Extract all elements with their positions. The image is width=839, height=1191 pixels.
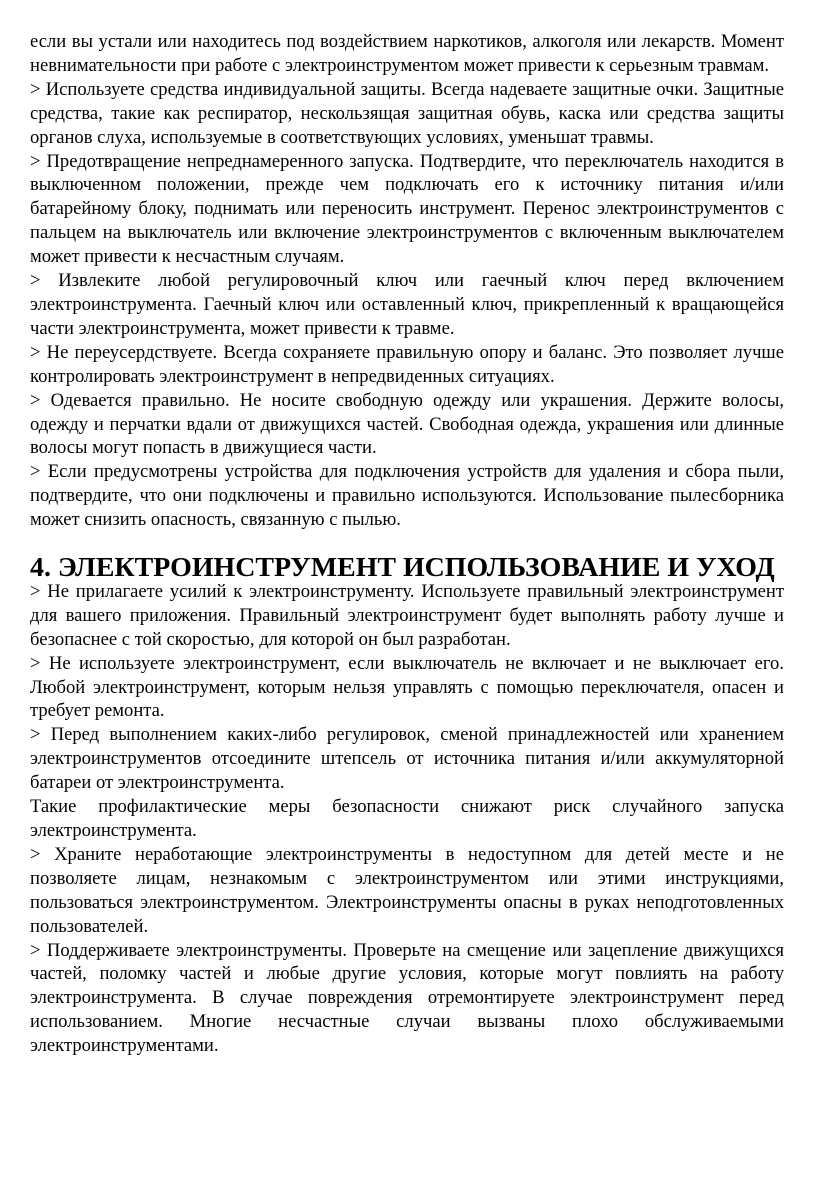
paragraph-footing-balance: > Не переусердствуете. Всегда сохраняете правильную опору и баланс. Это позволяет лучше контролировать электроинструмент в непредвиденных ситуациях. xyxy=(30,341,784,387)
paragraph-preventive-measures: Такие профилактические меры безопасности снижают риск случайного запуска электроинструмента. xyxy=(30,796,784,841)
section-4-heading: 4. ЭЛЕКТРОИНСТРУМЕНТ ИСПОЛЬЗОВАНИЕ И УХОД xyxy=(30,552,775,584)
document-page xyxy=(30,30,784,1058)
paragraph-remove-keys: > Извлеките любой регулировочный ключ или гаечный ключ перед включением электроинструмента. Гаечный ключ или оставленный ключ, прикрепленный к вращающейся части электроинструмента, может привести к травме. xyxy=(30,270,784,339)
paragraph-protective-equipment: > Используете средства индивидуальной защиты. Всегда надеваете защитные очки. Защитные средства, такие как респиратор, нескользящая защитная обувь, каска или средства защиты органов слуха, используемые в соответствующих условиях, уменьшат травмы. xyxy=(30,78,784,148)
paragraph-fatigue-warning: если вы устали или находитесь под воздействием наркотиков, алкоголя или лекарств. Момент невнимательности при работе с электроинструментом может привести к серьезным травмам. xyxy=(30,31,784,76)
paragraph-maintenance: > Поддерживаете электроинструменты. Проверьте на смещение или зацепление движущихся частей, поломку частей и любые другие условия, которые могут повлиять на работу электроинструмента. В случае повреждения отремонтируете электроинструмент перед использованием. Многие несчастные случаи вызваны плохо обслуживаемыми электроинструментами. xyxy=(30,939,784,1057)
paragraph-faulty-switch: > Не используете электроинструмент, если выключатель не включает и не выключает его. Любой электроинструмент, которым нельзя управлять с помощью переключателя, опасен и требует ремонта. xyxy=(30,652,784,722)
paragraph-no-force: > Не прилагаете усилий к электроинструменту. Используете правильный электроинструмент для вашего приложения. Правильный электроинструмент будет выполнять работу лучше и безопаснее с той скоростью, для которой он был разработан. xyxy=(30,580,784,650)
paragraph-unintended-start: > Предотвращение непреднамеренного запуска. Подтвердите, что переключатель находится в выключенном положении, прежде чем подключать его к источнику питания и/или батарейному блоку, поднимать или переносить инструмент. Перенос электроинструментов с пальцем на выключатель или включение электроинструментов с включенным выключателем может привести к несчастным случаям. xyxy=(30,150,784,268)
paragraph-disconnect-power: > Перед выполнением каких-либо регулировок, сменой принадлежностей или хранением электроинструментов отсоедините штепсель от источника питания и/или аккумуляторной батареи от электроинструмента. xyxy=(30,724,784,794)
paragraph-dust-extraction: > Если предусмотрены устройства для подключения устройств для удаления и сбора пыли, подтвердите, что они подключены и правильно используются. Использование пылесборника может снизить опасность, связанную с пылью. xyxy=(30,461,784,531)
paragraph-storage: > Храните неработающие электроинструменты в недоступном для детей месте и не позволяете лицам, незнакомым с электроинструментом или этими инструкциями, пользоваться электроинструментом. Электроинструменты опасны в руках неподготовленных пользователей. xyxy=(30,843,784,937)
paragraph-dress-properly: > Одевается правильно. Не носите свободную одежду или украшения. Держите волосы, одежду и перчатки вдали от движущихся частей. Свободная одежда, украшения или длинные волосы могут попасть в движущиеся части. xyxy=(30,389,784,459)
